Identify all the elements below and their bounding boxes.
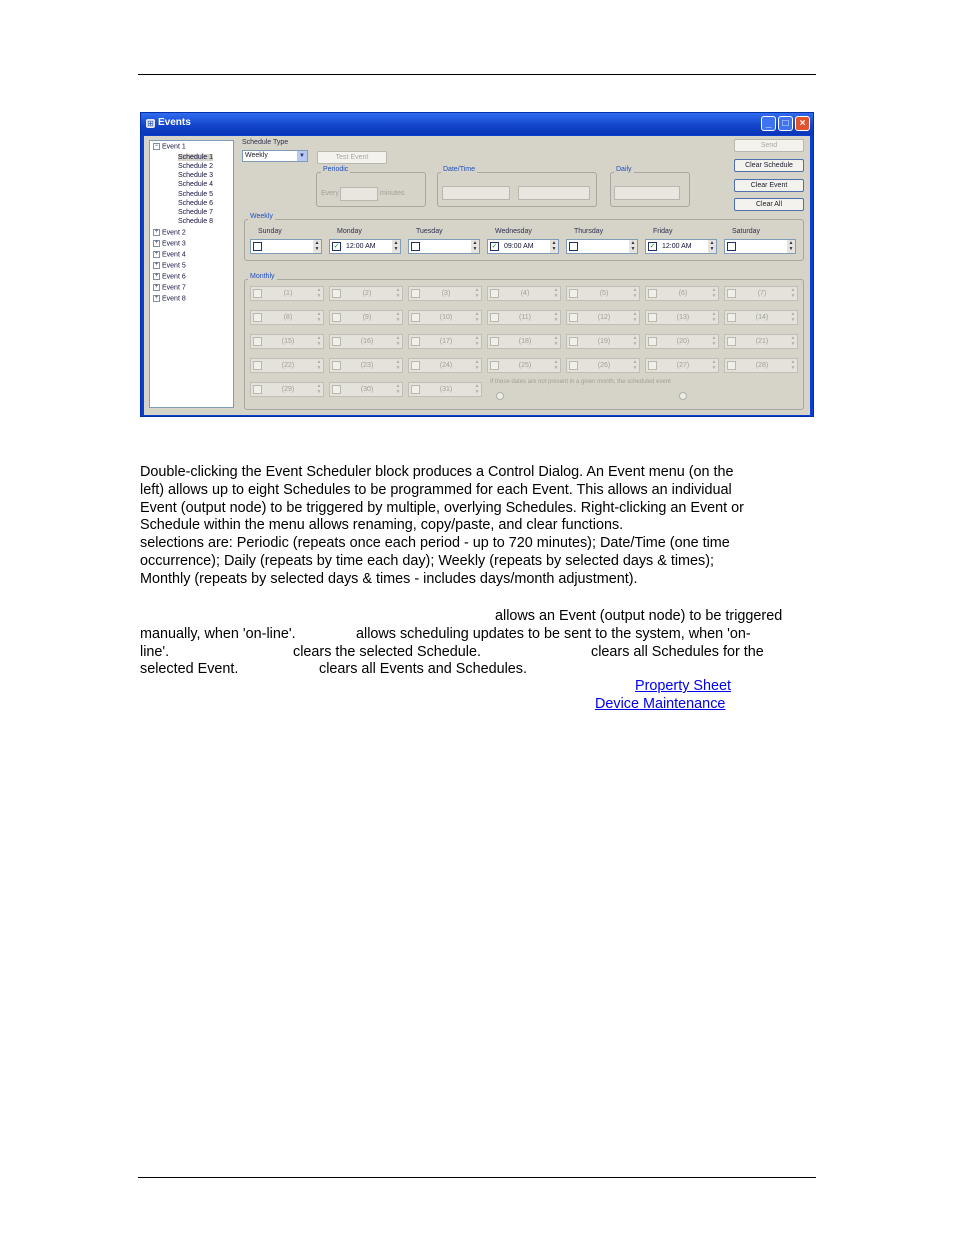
expand-icon[interactable]: + xyxy=(154,229,159,235)
spinner-icon[interactable]: ▲ ▼ xyxy=(472,240,478,252)
clear-event-button[interactable]: Clear Event xyxy=(734,179,804,192)
weekly-day-time-field[interactable] xyxy=(724,239,796,254)
spinner-icon[interactable]: ▲ ▼ xyxy=(790,359,796,371)
monthly-day-field[interactable] xyxy=(329,358,403,373)
weekly-day-label: Thursday xyxy=(574,228,604,235)
monthly-day-checkbox[interactable] xyxy=(569,361,578,370)
monthly-day-number: (25) xyxy=(518,362,532,369)
monthly-day-checkbox[interactable] xyxy=(727,313,736,322)
monthly-day-checkbox[interactable] xyxy=(648,361,657,370)
monthly-day-number: (19) xyxy=(597,338,611,345)
spinner-icon[interactable]: ▲ ▼ xyxy=(474,335,480,347)
collapse-icon[interactable]: − xyxy=(154,143,159,149)
clear-all-button[interactable]: Clear All xyxy=(734,198,804,211)
spinner-icon[interactable]: ▲ ▼ xyxy=(551,240,557,252)
property-sheet-link[interactable]: Property Sheet xyxy=(635,678,731,694)
chevron-down-icon[interactable]: ▼ xyxy=(297,151,307,161)
spinner-icon[interactable]: ▲ ▼ xyxy=(553,359,559,371)
paragraph-line: Event (output node) to be triggered by multiple, overlying Schedules. Right-clicking an Event or xyxy=(140,500,744,516)
monthly-note: If these dates are not present in a given month, the scheduled event xyxy=(490,379,671,385)
monthly-day-field[interactable] xyxy=(724,358,798,373)
spinner-icon[interactable]: ▲ ▼ xyxy=(474,383,480,395)
monthly-day-number: (30) xyxy=(360,386,374,393)
weekly-day-checkbox[interactable]: ✓ xyxy=(491,243,498,250)
paragraph-line: left) allows up to eight Schedules to be programmed for each Event. This allows an individual xyxy=(140,482,732,498)
monthly-day-checkbox[interactable] xyxy=(569,289,578,298)
spinner-icon[interactable]: ▲ ▼ xyxy=(316,311,322,323)
footer-rule xyxy=(138,1177,816,1178)
monthly-day-field[interactable] xyxy=(329,382,403,397)
monthly-day-number: (5) xyxy=(599,290,609,297)
tree-event-1[interactable]: − Event 1 xyxy=(154,143,186,151)
tree-event-5[interactable]: + Event 5 xyxy=(154,262,186,270)
monthly-day-number: (4) xyxy=(520,290,530,297)
monthly-day-number: (18) xyxy=(518,338,532,345)
spinner-icon[interactable]: ▲ ▼ xyxy=(711,287,717,299)
spinner-icon[interactable]: ▲ ▼ xyxy=(632,335,638,347)
paragraph-line: line'. xyxy=(140,644,170,660)
weekly-day-checkbox[interactable] xyxy=(253,242,262,251)
weekly-day-checkbox[interactable] xyxy=(569,242,578,251)
monthly-day-field[interactable] xyxy=(566,334,640,349)
monthly-option-radio-1[interactable] xyxy=(496,392,504,400)
spinner-icon[interactable]: ▲ ▼ xyxy=(632,359,638,371)
monthly-day-checkbox[interactable] xyxy=(253,385,262,394)
monthly-day-number: (17) xyxy=(439,338,453,345)
daily-label: Daily xyxy=(616,166,632,173)
monthly-day-field[interactable] xyxy=(645,334,719,349)
spinner-icon[interactable]: ▲ ▼ xyxy=(632,287,638,299)
datetime-label: Date/Time xyxy=(443,166,476,173)
monthly-day-number: (29) xyxy=(281,386,295,393)
tree-event-8[interactable]: + Event 8 xyxy=(154,295,186,303)
monthly-day-field[interactable] xyxy=(566,286,640,301)
monthly-day-field[interactable] xyxy=(408,334,482,349)
weekly-day-checkbox[interactable] xyxy=(411,242,420,251)
paragraph-line: allows an Event (output node) to be triggered xyxy=(495,608,783,624)
monthly-day-checkbox[interactable] xyxy=(253,337,262,346)
weekly-day-time: 12:00 AM xyxy=(662,243,692,250)
maximize-button[interactable]: □ xyxy=(778,116,793,131)
monthly-day-number: (14) xyxy=(755,314,769,321)
spinner-icon[interactable]: ▲ ▼ xyxy=(316,359,322,371)
events-window xyxy=(140,112,814,417)
title-bar[interactable] xyxy=(141,113,813,135)
monthly-day-checkbox[interactable] xyxy=(253,289,262,298)
spinner-icon[interactable]: ▲ ▼ xyxy=(474,359,480,371)
monthly-option-radio-2[interactable] xyxy=(679,392,687,400)
monthly-day-field[interactable] xyxy=(329,334,403,349)
dialog-client xyxy=(144,136,810,415)
monthly-day-field[interactable] xyxy=(487,310,561,325)
monthly-day-number: (9) xyxy=(362,314,372,321)
monthly-day-checkbox[interactable] xyxy=(727,337,736,346)
weekly-day-checkbox[interactable]: ✓ xyxy=(333,243,340,250)
monthly-day-number: (21) xyxy=(755,338,769,345)
monthly-day-field[interactable] xyxy=(566,358,640,373)
periodic-label: Periodic xyxy=(323,166,349,173)
tree-schedule-3[interactable]: Schedule 3 xyxy=(178,172,214,179)
expand-icon[interactable]: + xyxy=(154,284,159,290)
monthly-day-field[interactable] xyxy=(724,286,798,301)
spinner-icon[interactable]: ▲ ▼ xyxy=(553,335,559,347)
spinner-icon[interactable]: ▲ ▼ xyxy=(395,383,401,395)
monthly-day-checkbox[interactable] xyxy=(411,289,420,298)
weekly-day-label: Saturday xyxy=(732,228,761,235)
monthly-day-field[interactable] xyxy=(724,310,798,325)
monthly-day-field[interactable] xyxy=(724,334,798,349)
weekly-day-time-field[interactable] xyxy=(408,239,480,254)
monthly-day-number: (11) xyxy=(519,314,531,321)
schedule-type-label: Schedule Type xyxy=(242,139,289,146)
tree-schedule-4[interactable]: Schedule 4 xyxy=(178,181,214,188)
monthly-day-checkbox[interactable] xyxy=(727,361,736,370)
test-event-button[interactable]: Test Event xyxy=(317,151,387,164)
monthly-day-checkbox[interactable] xyxy=(569,313,578,322)
expand-icon[interactable]: + xyxy=(154,251,159,257)
tree-event-2[interactable]: + Event 2 xyxy=(154,229,186,237)
periodic-minutes-field[interactable] xyxy=(340,187,378,201)
periodic-every-label: Every xyxy=(321,190,339,197)
monthly-day-number: (10) xyxy=(439,314,453,321)
monthly-day-checkbox[interactable] xyxy=(253,361,262,370)
weekly-day-label: Tuesday xyxy=(416,228,443,235)
monthly-day-number: (26) xyxy=(597,362,611,369)
weekly-day-label: Friday xyxy=(653,228,673,235)
weekly-day-label: Monday xyxy=(337,228,362,235)
monthly-day-number: (27) xyxy=(676,362,690,369)
expand-icon[interactable]: + xyxy=(154,262,159,268)
spinner-icon[interactable]: ▲ ▼ xyxy=(711,359,717,371)
spinner-icon[interactable]: ▲ ▼ xyxy=(314,240,320,252)
monthly-day-number: (28) xyxy=(755,362,769,369)
monthly-day-field[interactable] xyxy=(566,310,640,325)
expand-icon[interactable]: + xyxy=(154,240,159,246)
monthly-day-field[interactable] xyxy=(487,358,561,373)
tree-schedule-2[interactable]: Schedule 2 xyxy=(178,163,214,170)
monthly-day-field[interactable] xyxy=(408,358,482,373)
tree-event-4[interactable]: + Event 4 xyxy=(154,251,186,259)
paragraph-line: selections are: Periodic (repeats once each period - up to 720 minutes); Date/Time (one time xyxy=(140,535,730,551)
monthly-day-field[interactable] xyxy=(250,358,324,373)
monthly-day-checkbox[interactable] xyxy=(490,289,499,298)
monthly-day-checkbox[interactable] xyxy=(648,337,657,346)
spinner-icon[interactable]: ▲ ▼ xyxy=(316,335,322,347)
monthly-day-checkbox[interactable] xyxy=(253,313,262,322)
device-maintenance-link[interactable]: Device Maintenance xyxy=(595,696,726,712)
spinner-icon[interactable]: ▲ ▼ xyxy=(395,359,401,371)
monthly-day-checkbox[interactable] xyxy=(490,337,499,346)
paragraph-line: Monthly (repeats by selected days & times - includes days/month adjustment). xyxy=(140,571,638,587)
monthly-day-number: (24) xyxy=(439,362,453,369)
event-tree[interactable] xyxy=(149,140,234,408)
paragraph-line: clears the selected Schedule. xyxy=(293,644,481,660)
tree-schedule-7[interactable]: Schedule 7 xyxy=(178,209,214,216)
monthly-day-field[interactable] xyxy=(250,310,324,325)
expand-icon[interactable]: + xyxy=(154,295,159,301)
send-button[interactable]: Send xyxy=(734,139,804,152)
spinner-icon[interactable]: ▲ ▼ xyxy=(553,311,559,323)
monthly-day-field[interactable] xyxy=(645,286,719,301)
monthly-day-number: (13) xyxy=(676,314,690,321)
monthly-day-number: (8) xyxy=(283,314,293,321)
monthly-day-field[interactable] xyxy=(250,286,324,301)
close-button[interactable]: × xyxy=(795,116,810,131)
spinner-icon[interactable]: ▲ ▼ xyxy=(553,287,559,299)
monthly-day-checkbox[interactable] xyxy=(411,385,420,394)
monthly-day-number: (12) xyxy=(597,314,611,321)
paragraph-line: clears all Events and Schedules. xyxy=(319,661,527,677)
weekly-day-time-field[interactable] xyxy=(566,239,638,254)
spinner-icon[interactable]: ▲ ▼ xyxy=(395,287,401,299)
monthly-day-checkbox[interactable] xyxy=(648,313,657,322)
monthly-day-number: (16) xyxy=(360,338,374,345)
weekly-day-time-field[interactable] xyxy=(250,239,322,254)
monthly-day-number: (20) xyxy=(676,338,690,345)
spinner-icon[interactable]: ▲ ▼ xyxy=(790,311,796,323)
monthly-day-checkbox[interactable] xyxy=(332,289,341,298)
monthly-day-number: (7) xyxy=(757,290,767,297)
monthly-day-checkbox[interactable] xyxy=(332,361,341,370)
spinner-icon[interactable]: ▲ ▼ xyxy=(474,311,480,323)
monthly-day-checkbox[interactable] xyxy=(332,313,341,322)
window-app-icon: ⊞ xyxy=(147,119,154,128)
daily-time-field[interactable] xyxy=(614,186,680,200)
paragraph-line: Double-clicking the Event Scheduler block produces a Control Dialog. An Event menu (on the xyxy=(140,464,734,480)
paragraph-line: manually, when 'on-line'. xyxy=(140,626,296,642)
tree-schedule-8[interactable]: Schedule 8 xyxy=(178,218,214,225)
tree-schedule-6[interactable]: Schedule 6 xyxy=(178,200,214,207)
weekly-day-label: Sunday xyxy=(258,228,282,235)
monthly-day-number: (6) xyxy=(678,290,688,297)
monthly-day-checkbox[interactable] xyxy=(727,289,736,298)
spinner-icon[interactable]: ▲ ▼ xyxy=(711,311,717,323)
spinner-icon[interactable]: ▲ ▼ xyxy=(395,311,401,323)
paragraph-line: Schedule within the menu allows renaming, copy/paste, and clear functions. xyxy=(140,517,624,533)
spinner-icon[interactable]: ▲ ▼ xyxy=(630,240,636,252)
clear-schedule-button[interactable]: Clear Schedule xyxy=(734,159,804,172)
tree-event-6[interactable]: + Event 6 xyxy=(154,273,186,281)
spinner-icon[interactable]: ▲ ▼ xyxy=(393,240,399,252)
expand-icon[interactable]: + xyxy=(154,273,159,279)
spinner-icon[interactable]: ▲ ▼ xyxy=(316,287,322,299)
spinner-icon[interactable]: ▲ ▼ xyxy=(474,287,480,299)
monthly-day-field[interactable] xyxy=(487,334,561,349)
monthly-day-number: (23) xyxy=(360,362,374,369)
datetime-date-field[interactable] xyxy=(442,186,510,200)
weekly-day-time: 12:00 AM xyxy=(346,243,376,250)
monthly-day-number: (31) xyxy=(439,386,453,393)
paragraph-line: allows scheduling updates to be sent to the system, when 'on- xyxy=(356,626,751,642)
monthly-day-field[interactable] xyxy=(329,310,403,325)
monthly-day-checkbox[interactable] xyxy=(411,313,420,322)
weekly-day-time-field[interactable] xyxy=(487,239,559,254)
weekly-day-label: Wednesday xyxy=(495,228,532,235)
header-rule xyxy=(138,74,816,75)
minimize-button[interactable]: _ xyxy=(761,116,776,131)
monthly-day-number: (3) xyxy=(441,290,451,297)
monthly-day-checkbox[interactable] xyxy=(411,337,420,346)
spinner-icon[interactable]: ▲ ▼ xyxy=(790,335,796,347)
monthly-day-field[interactable] xyxy=(329,286,403,301)
paragraph-line: occurrence); Daily (repeats by time each day); Weekly (repeats by selected days & times); xyxy=(140,553,714,569)
monthly-label: Monthly xyxy=(250,273,275,280)
monthly-day-checkbox[interactable] xyxy=(648,289,657,298)
spinner-icon[interactable]: ▲ ▼ xyxy=(788,240,794,252)
monthly-day-field[interactable] xyxy=(250,334,324,349)
monthly-day-checkbox[interactable] xyxy=(332,337,341,346)
monthly-day-checkbox[interactable] xyxy=(490,361,499,370)
monthly-day-number: (15) xyxy=(281,338,295,345)
tree-schedule-1[interactable]: Schedule 1 xyxy=(178,154,214,161)
monthly-day-field[interactable] xyxy=(487,286,561,301)
spinner-icon[interactable]: ▲ ▼ xyxy=(316,383,322,395)
spinner-icon[interactable]: ▲ ▼ xyxy=(709,240,715,252)
window-title: Events xyxy=(158,117,191,128)
monthly-day-checkbox[interactable] xyxy=(490,313,499,322)
tree-schedule-5[interactable]: Schedule 5 xyxy=(178,191,214,198)
weekly-day-time: 09:00 AM xyxy=(504,243,534,250)
monthly-day-field[interactable] xyxy=(645,310,719,325)
schedule-type-select[interactable]: Weekly ▼ xyxy=(242,150,308,162)
monthly-day-checkbox[interactable] xyxy=(569,337,578,346)
spinner-icon[interactable]: ▲ ▼ xyxy=(790,287,796,299)
monthly-day-checkbox[interactable] xyxy=(332,385,341,394)
spinner-icon[interactable]: ▲ ▼ xyxy=(395,335,401,347)
weekly-day-checkbox[interactable]: ✓ xyxy=(649,243,656,250)
weekly-day-checkbox[interactable] xyxy=(727,242,736,251)
tree-event-3[interactable]: + Event 3 xyxy=(154,240,186,248)
weekly-label: Weekly xyxy=(250,213,273,220)
monthly-day-number: (22) xyxy=(281,362,295,369)
monthly-day-field[interactable] xyxy=(408,286,482,301)
periodic-minutes-label: minutes xyxy=(380,190,405,197)
monthly-day-number: (2) xyxy=(362,290,372,297)
paragraph-line: selected Event. xyxy=(140,661,239,677)
monthly-day-field[interactable] xyxy=(408,382,482,397)
monthly-day-field[interactable] xyxy=(250,382,324,397)
spinner-icon[interactable]: ▲ ▼ xyxy=(632,311,638,323)
monthly-day-number: (1) xyxy=(283,290,293,297)
weekly-day-time-field[interactable] xyxy=(329,239,401,254)
datetime-time-field[interactable] xyxy=(518,186,590,200)
weekly-day-time-field[interactable] xyxy=(645,239,717,254)
spinner-icon[interactable]: ▲ ▼ xyxy=(711,335,717,347)
monthly-day-field[interactable] xyxy=(645,358,719,373)
monthly-day-checkbox[interactable] xyxy=(411,361,420,370)
paragraph-line: clears all Schedules for the xyxy=(591,644,764,660)
tree-event-7[interactable]: + Event 7 xyxy=(154,284,186,292)
monthly-day-field[interactable] xyxy=(408,310,482,325)
